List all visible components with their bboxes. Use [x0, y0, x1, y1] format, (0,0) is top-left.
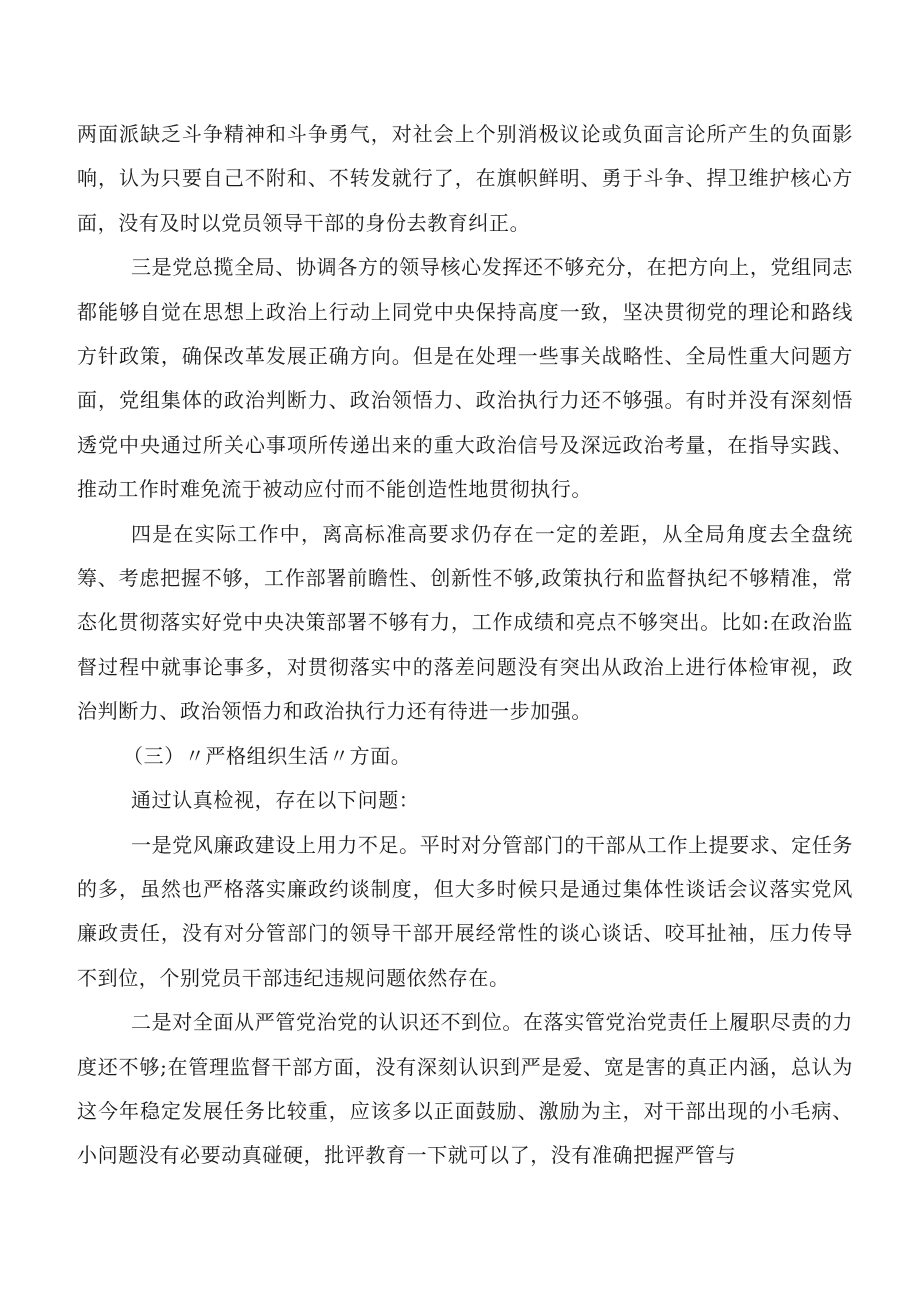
paragraph-point-two: 二是对全面从严管党治党的认识还不到位。在落实管党治党责任上履职尽责的力度还不够;在管理监督干部方面，没有深刻认识到严是爱、宽是害的真正内涵，总认为这今年稳定发展任务比较重，应该多以正面鼓励、激励为主，对干部出现的小毛病、小问题没有必要动真碰硬，批评教育一下就可以了，没有准确把握严管与 [77, 1010, 853, 1168]
paragraph-continuation: 两面派缺乏斗争精神和斗争勇气，对社会上个别消极议论或负面言论所产生的负面影响，认为只要自己不附和、不转发就行了，在旗帜鲜明、勇于斗争、捍卫维护核心方面，没有及时以党员领导干部的身份去教育纠正。 [77, 122, 853, 235]
paragraph-intro: 通过认真检视，存在以下问题： [131, 788, 420, 813]
paragraph-point-three: 三是党总揽全局、协调各方的领导核心发挥还不够充分，在把方向上，党组同志都能够自觉在思想上政治上行动上同党中央保持高度一致，坚决贯彻党的理论和路线方针政策，确保改革发展正确方向。但是在处理一些事关战略性、全局性重大问题方面，党组集体的政治判断力、政治领悟力、政治执行力还不够强。有时并没有深刻悟透党中央通过所关心事项所传递出来的重大政治信号及深远政治考量，在指导实践、推动工作时难免流于被动应付而不能创造性地贯彻执行。 [77, 255, 853, 502]
document-body [77, 112, 853, 1178]
paragraph-point-one: 一是党风廉政建设上用力不足。平时对分管部门的干部从工作上提要求、定任务的多，虽然也严格落实廉政约谈制度，但大多时候只是通过集体性谈话会议落实党风廉政责任，没有对分管部门的领导干部开展经常性的谈心谈话、咬耳扯袖，压力传导不到位，个别党员干部违纪违规问题依然存在。 [77, 832, 853, 990]
section-heading-organizational-life: （三）〃严格组织生活〃方面。 [123, 743, 412, 768]
paragraph-point-four: 四是在实际工作中，离高标准高要求仍存在一定的差距，从全局角度去全盘统筹、考虑把握不够，工作部署前瞻性、创新性不够,政策执行和监督执纪不够精准，常态化贯彻落实好党中央决策部署不够有力，工作成绩和亮点不够突出。比如:在政治监督过程中就事论事多，对贯彻落实中的落差问题没有突出从政治上进行体检审视，政治判断力、政治领悟力和政治执行力还有待进一步加强。 [77, 521, 853, 724]
